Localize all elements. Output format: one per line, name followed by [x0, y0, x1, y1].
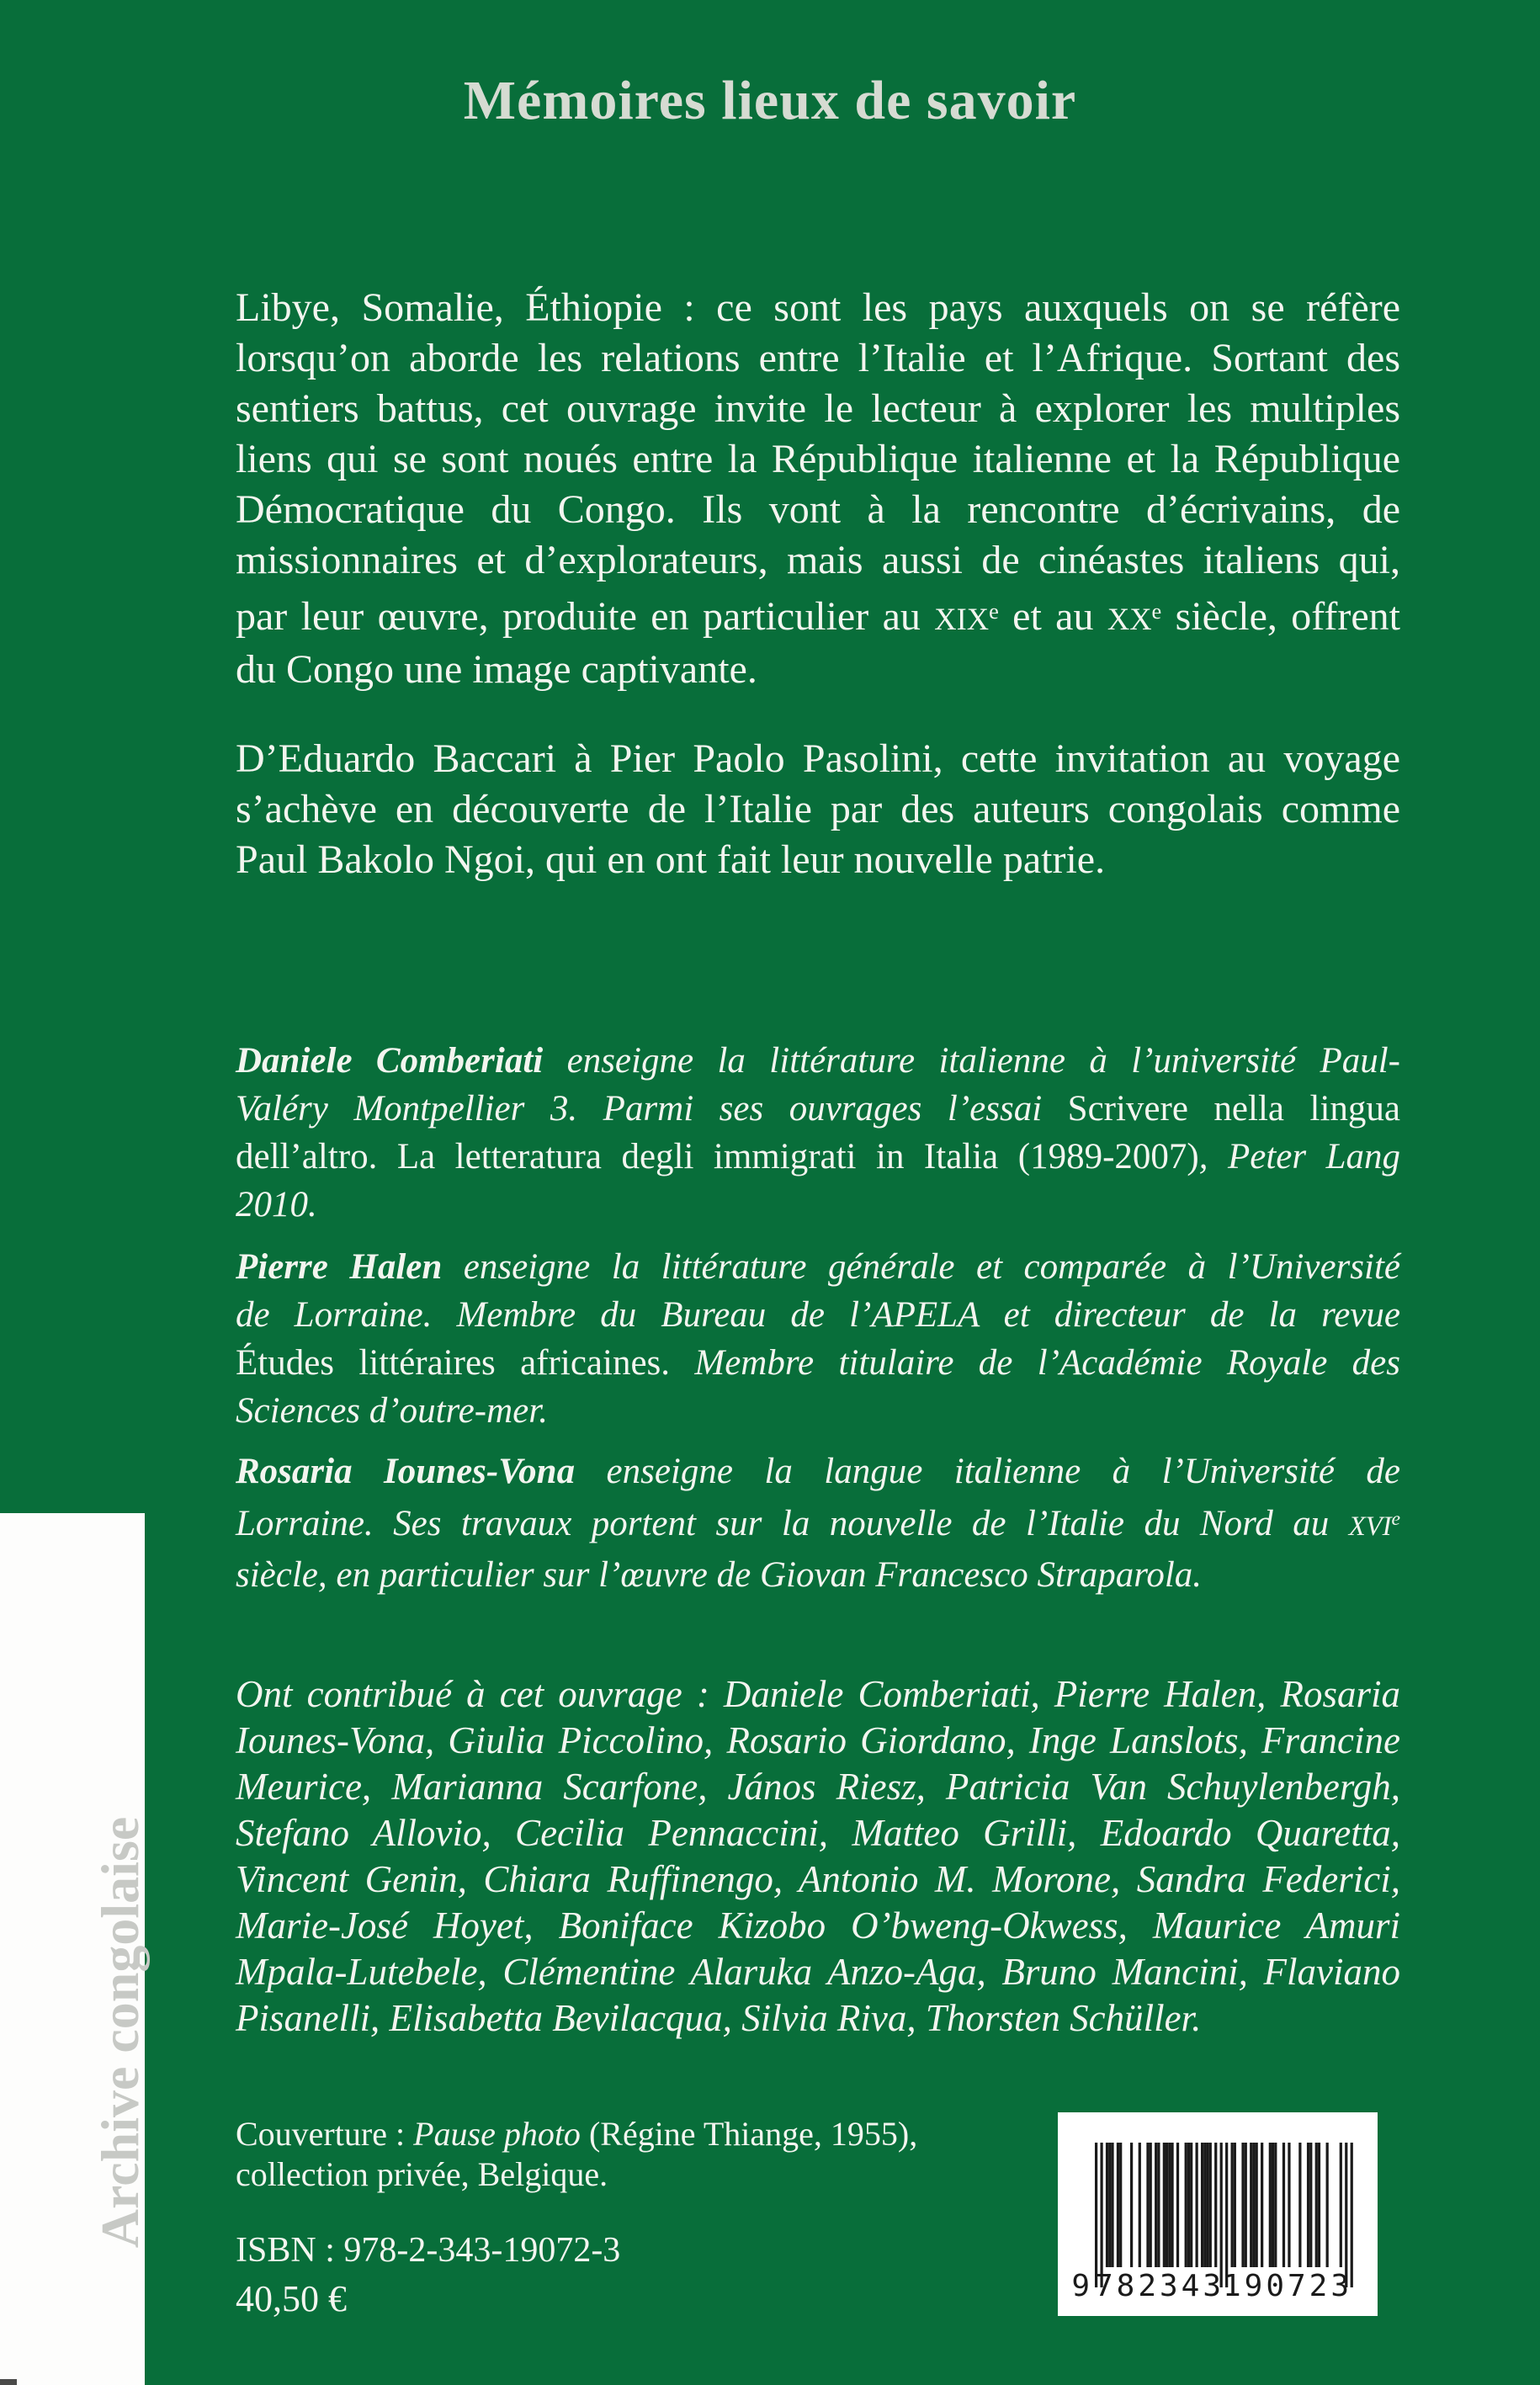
barcode-panel: [1058, 2112, 1378, 2316]
svg-text:782343: 782343: [1094, 2269, 1225, 2303]
author-bio-iounes-vona: Rosaria Iounes-Vona enseigne la langue italienne à l’Université de Lorraine. Ses travaux portent sur la nouvelle de l’Italie du Nord au XVIe siècle, en particulier sur l’œuvre de Giovan Francesco Straparola.: [236, 1452, 1400, 1595]
ean13-barcode: [1058, 2112, 1378, 2316]
contributors-paragraph: Ont contribué à cet ouvrage : Daniele Comberiati, Pierre Halen, Rosaria Iounes-Vona, Giulia Piccolino, Rosario Giordano, Inge Lanslots, Francine Meurice, Marianna Scarfone, János Riesz, Patricia Van Schuylenbergh, Stefano Allovio, Cecilia Pennaccini, Matteo Grilli, Edoardo Quaretta, Vincent Genin, Chiara Ruffinengo, Antonio M. Morone, Sandra Federici, Marie-José Hoyet, Boniface Kizobo O’bweng-Okwess, Maurice Amuri Mpala-Lutebele, Clémentine Alaruka Anzo-Aga, Bruno Mancini, Flaviano Pisanelli, Elisabetta Bevilacqua, Silvia Riva, Thorsten Schüller.: [236, 1673, 1400, 2039]
blurb-paragraph-1: Libye, Somalie, Éthiopie : ce sont les pays auxquels on se réfère lorsqu’on aborde les relations entre l’Italie et l’Afrique. Sortant des sentiers battus, cet ouvrage invite le lecteur à explorer les multiples liens qui se sont noués entre la République italienne et la République Démocratique du Congo. Ils vont à la rencontre d’écrivains, de missionnaires et d’explorateurs, mais aussi de cinéastes italiens qui, par leur œuvre, produite en particulier au XIXe et au XXe siècle, offrent du Congo une image captivante.: [236, 285, 1400, 693]
corner-mark: [0, 2379, 17, 2385]
price-label: 40,50 €: [236, 2278, 347, 2319]
svg-text:190723: 190723: [1222, 2269, 1353, 2303]
author-bio-halen: Pierre Halen enseigne la littérature générale et comparée à l’Université de Lorraine. Membre du Bureau de l’APELA et directeur de la revue Études littéraires africaines. Membre titulaire de l’Académie Royale des Sciences d’outre-mer.: [236, 1247, 1401, 1431]
series-title: Mémoires lieux de savoir: [463, 70, 1077, 131]
author-bio-comberiati: Daniele Comberiati enseigne la littérature italienne à l’université Paul- Valéry Montpellier 3. Parmi ses ouvrages l’essai Scrivere nella lingua dell’altro. La letteratura degli immigrati in Italia (1989-2007), Peter Lang 2010.: [236, 1041, 1400, 1224]
isbn-label: ISBN : 978-2-343-19072-3: [236, 2231, 621, 2270]
blurb-paragraph-2: D’Eduardo Baccari à Pier Paolo Pasolini, cette invitation au voyage s’achève en découverte de l’Italie par des auteurs congolais comme Paul Bakolo Ngoi, qui en ont fait leur nouvelle patrie.: [236, 736, 1400, 882]
svg-text:9: 9: [1071, 2269, 1090, 2303]
cover-credit: Couverture : Pause photo (Régine Thiange, 1955), collection privée, Belgique.: [236, 2115, 918, 2193]
spine-collection-label: Archive congolaise: [90, 1816, 150, 2249]
